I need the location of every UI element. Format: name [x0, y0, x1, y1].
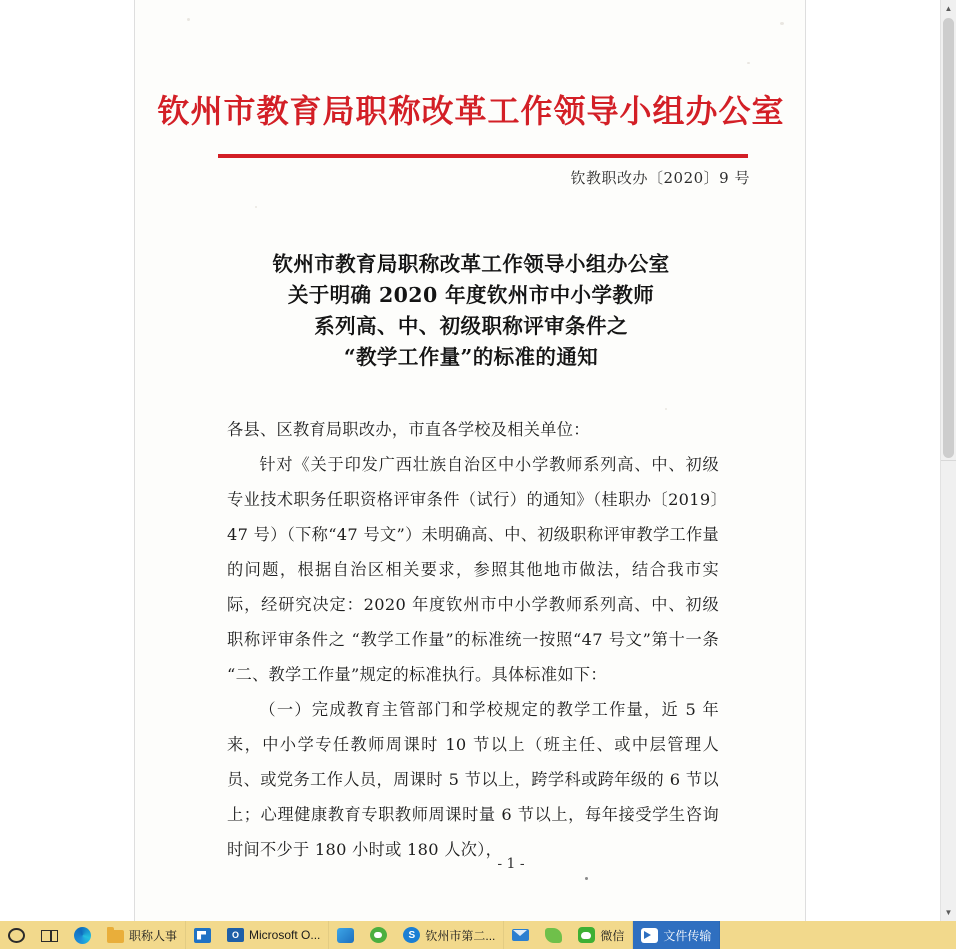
taskbar-file-transfer-window[interactable] — [633, 921, 720, 949]
scroll-up-button[interactable]: ▲ — [941, 0, 956, 17]
taskbar-sogou-window[interactable] — [395, 921, 504, 949]
document-body — [227, 412, 719, 867]
document-title-line-1: 钦州市教育局职称改革工作领导小组办公室 — [272, 252, 670, 276]
taskbar-folder-label: 职称人事 — [129, 928, 178, 943]
canvas-gutter-right — [806, 0, 956, 921]
taskbar-start-button[interactable] — [0, 921, 33, 949]
mail-icon — [512, 929, 529, 941]
masthead — [135, 93, 806, 130]
windows-taskbar — [0, 921, 956, 949]
blue-app-icon — [337, 928, 354, 943]
canvas-gutter-left — [0, 0, 134, 921]
taskbar-office-label: Microsoft O... — [249, 928, 321, 942]
taskbar-store-button[interactable] — [186, 921, 219, 949]
microsoft-store-icon — [194, 928, 211, 943]
taskbar-green-app-button[interactable] — [362, 921, 395, 949]
taskbar-mail-button[interactable] — [504, 921, 537, 949]
file-transfer-icon — [641, 928, 658, 943]
body-paragraph-salutation: 各县、区教育局职改办，市直各学校及相关单位： — [227, 420, 590, 439]
scan-speck — [255, 206, 257, 208]
wechat-icon — [578, 927, 595, 943]
task-view-icon — [41, 927, 58, 944]
taskbar-folder-window[interactable] — [99, 921, 186, 949]
body-paragraph-2: （一）完成教育主管部门和学校规定的教学工作量，近 5 年来，中小学专任教师周课时 10 节以上（班主任、或中层管理人员、或党务工作人员，周课时 5 节以上，跨学科或跨年级的 6 节以上；心理健康教育专职教师周课时量 6 节以上，每年接受学生咨询时间不少于 180 小时或 180 人次）， — [227, 700, 719, 859]
taskbar-sogou-label: 钦州市第二... — [425, 928, 496, 943]
sogou-browser-icon: S — [403, 927, 420, 943]
taskbar-office-window[interactable] — [219, 921, 329, 949]
page-number-label: - 1 - — [497, 856, 525, 872]
scroll-down-button[interactable]: ▼ — [941, 904, 956, 921]
document-serial-number: 钦教职改办〔2020〕9 号 — [570, 169, 750, 187]
document-page-content — [135, 0, 806, 921]
folder-icon — [107, 930, 124, 943]
scan-speck — [780, 22, 784, 25]
taskbar-task-view-button[interactable] — [33, 921, 66, 949]
taskbar-wechat-label: 微信 — [600, 928, 625, 943]
green-app-icon — [370, 927, 387, 943]
document-title — [135, 249, 806, 373]
scan-speck — [747, 62, 750, 64]
scan-speck — [585, 877, 588, 880]
scrollbar-thumb[interactable] — [943, 18, 954, 458]
taskbar-leaf-app-button[interactable] — [537, 921, 570, 949]
taskbar-blue-app-button[interactable] — [329, 921, 362, 949]
scan-speck — [665, 408, 667, 410]
document-page — [134, 0, 806, 921]
document-title-line-4: “教学工作量”的标准的通知 — [343, 345, 599, 369]
scrollbar-track-marker — [941, 460, 956, 461]
leaf-app-icon — [545, 928, 562, 943]
document-title-line-2: 关于明确 2020 年度钦州市中小学教师 — [287, 283, 655, 307]
taskbar-file-transfer-label: 文件传输 — [663, 928, 712, 943]
edge-browser-icon — [74, 927, 91, 944]
masthead-title: 钦州市教育局职称改革工作领导小组办公室 — [157, 92, 785, 130]
taskbar-edge-button[interactable] — [66, 921, 99, 949]
start-circle-icon — [8, 928, 25, 943]
masthead-divider — [218, 154, 748, 158]
scan-speck — [187, 18, 190, 21]
taskbar-wechat-window[interactable] — [570, 921, 633, 949]
vertical-scrollbar[interactable] — [940, 0, 956, 921]
body-paragraph-1: 针对《关于印发广西壮族自治区中小学教师系列高、中、初级专业技术职务任职资格评审条件（试行）的通知》（桂职办〔2019〕47 号）（下称“47 号文”）未明确高、中、初级职称评审教学工作量的问题，根据自治区相关要求，参照其他地市做法，结合我市实际，经研究决定：2020 年度钦州市中小学教师系列高、中、初级职称评审条件之 “教学工作量”的标准统一按照“47 号文”第十一条“二、教学工作量”规定的标准执行。具体标准如下： — [227, 455, 719, 684]
office-outlook-icon: O — [227, 928, 244, 942]
page-number — [135, 856, 806, 872]
document-title-line-3: 系列高、中、初级职称评审条件之 — [314, 314, 628, 338]
